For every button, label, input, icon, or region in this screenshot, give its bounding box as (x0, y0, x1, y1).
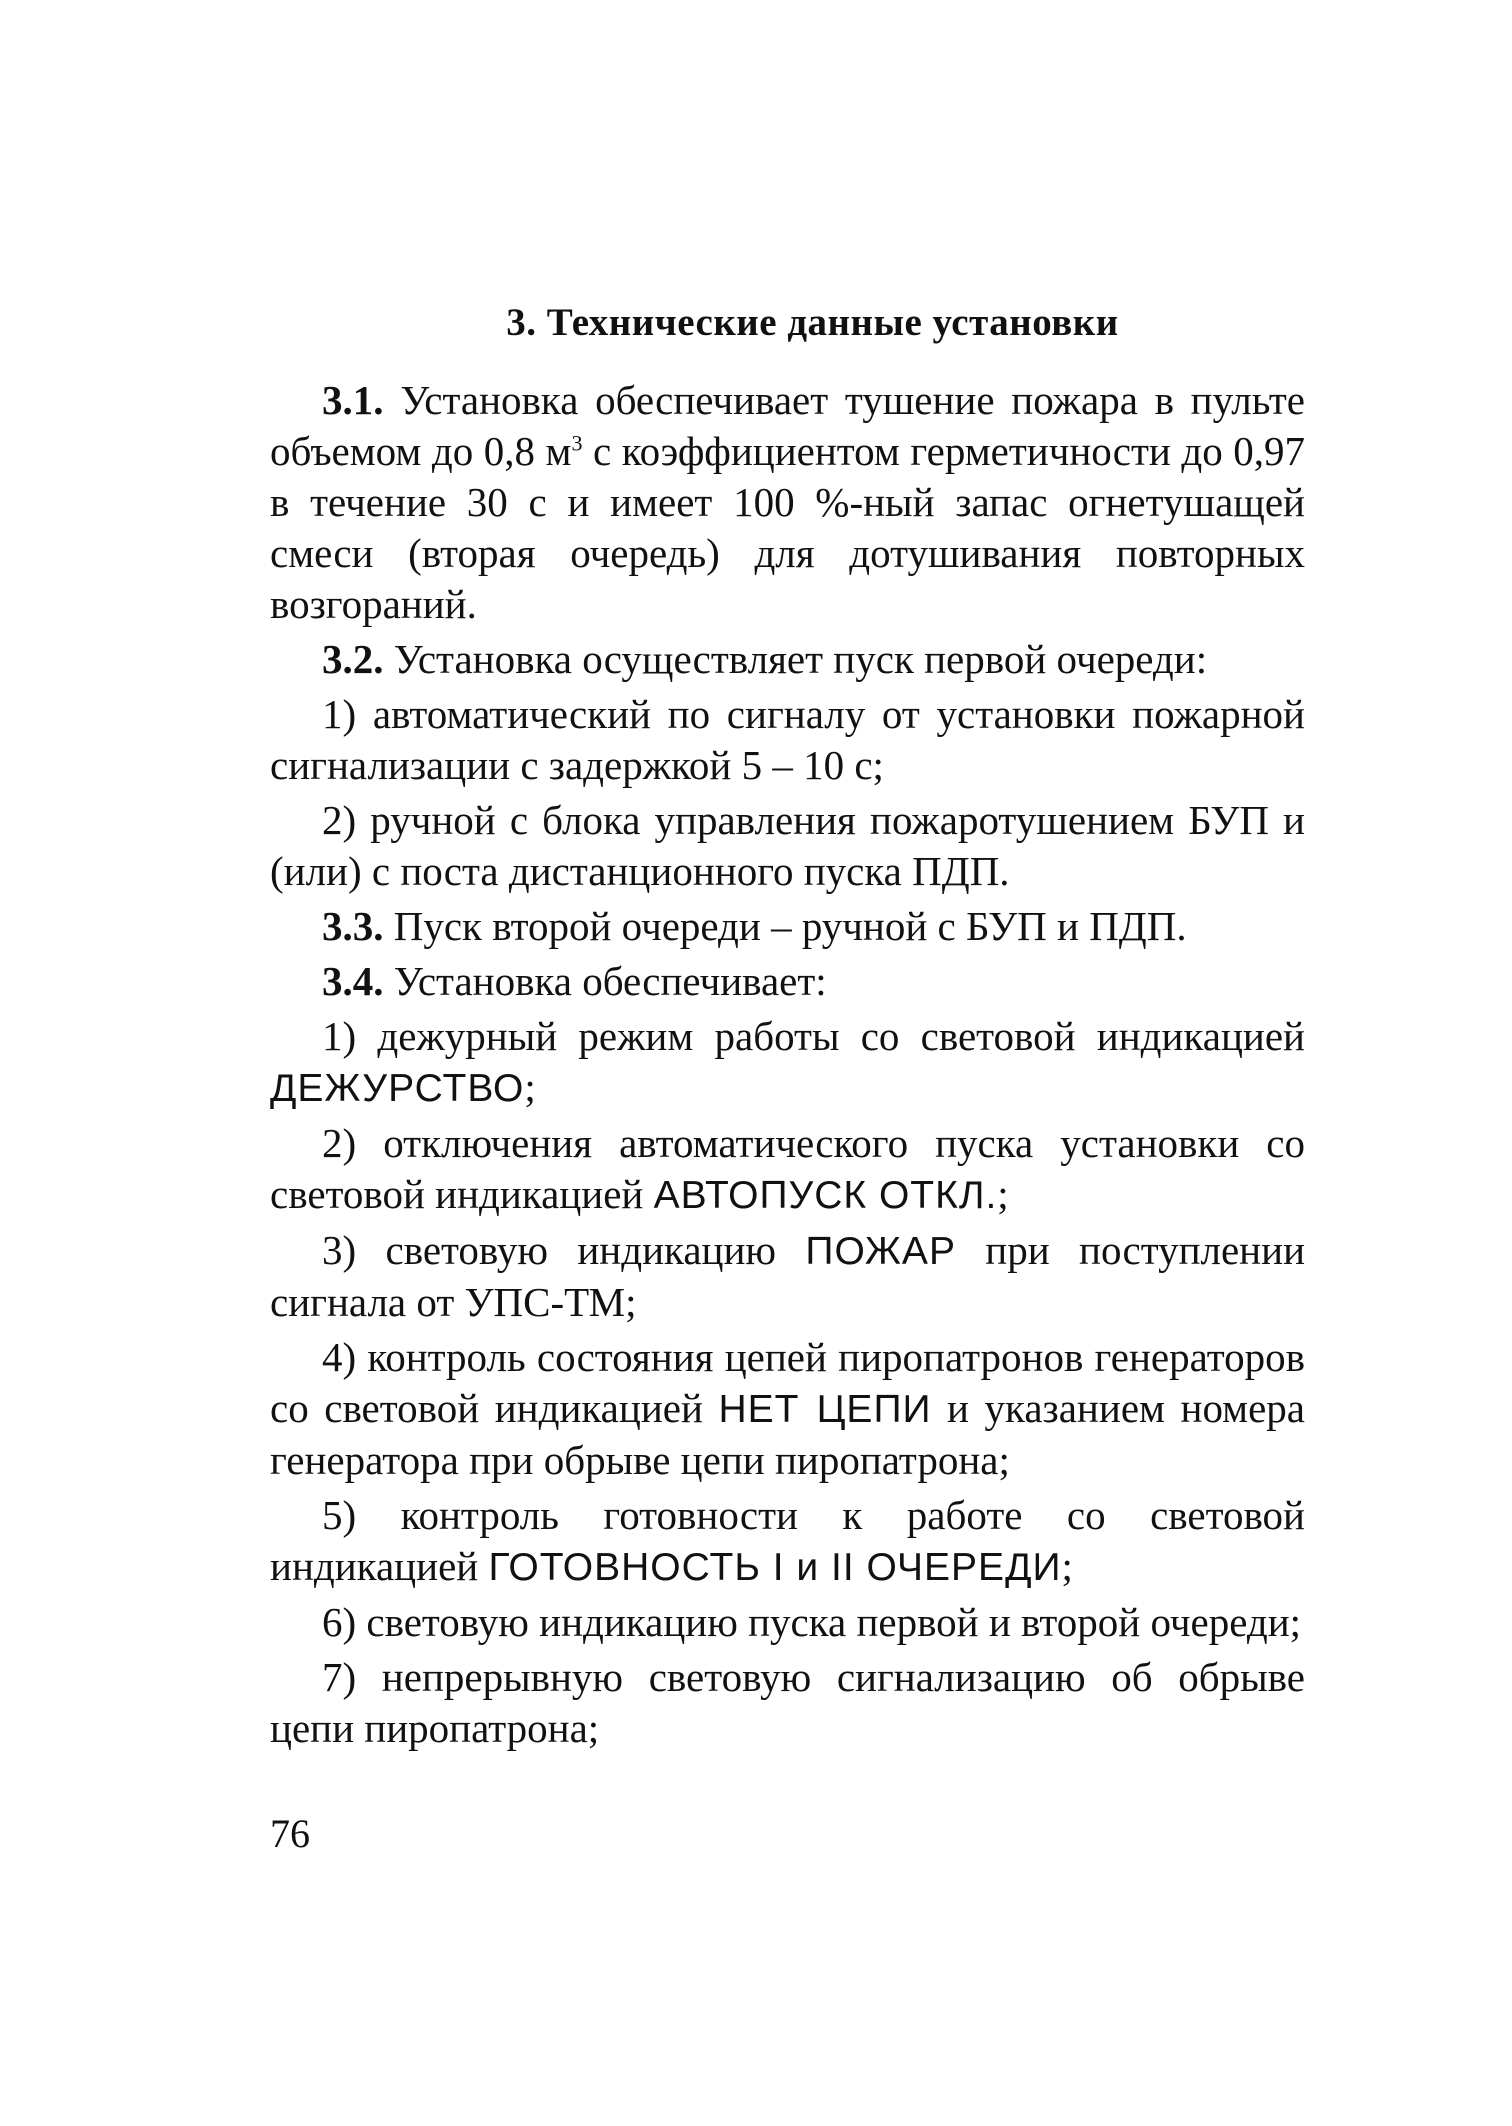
list-item-text: 5) контроль готовности к работе со световой индикацией (270, 1492, 1305, 1589)
list-item (270, 1225, 1305, 1328)
indicator-label: ДЕЖУРСТВО (270, 1067, 525, 1110)
paragraph-text: Установка обеспечивает тушение пожара в пульте объемом до 0,8 м (270, 377, 1305, 474)
list-item (270, 689, 1305, 791)
list-item (270, 1332, 1305, 1486)
indicator-label: ГОТОВНОСТЬ I и II ОЧЕРЕДИ (488, 1546, 1062, 1589)
clause-number: 3.3. (322, 903, 384, 949)
list-item-tail: при поступлении сигнала от УПС-ТМ; (270, 1227, 1306, 1325)
list-item-text: 1) автоматический по сигналу от установки пожарной сигнализации с задержкой 5 – 10 с; (270, 691, 1305, 788)
paragraph-3-2 (270, 634, 1305, 685)
document-page (270, 300, 1305, 1758)
indicator-label: ПОЖАР (805, 1230, 956, 1273)
paragraph-3-1 (270, 375, 1305, 630)
list-item-text: 7) непрерывную световую сигнализацию об обрыве цепи пиропатрона; (270, 1654, 1305, 1751)
paragraph-text: Установка осуществляет пуск первой очереди: (383, 636, 1208, 682)
paragraph-3-4 (270, 956, 1305, 1007)
list-item (270, 1118, 1305, 1221)
clause-number: 3.2. (322, 636, 384, 682)
clause-number: 3.1. (322, 377, 384, 423)
list-item-text: 1) дежурный режим работы со световой индикацией (322, 1013, 1305, 1059)
paragraph-text-tail: с коэффициентом герметичности до 0,97 в течение 30 с и имеет 100 %-ный запас огнетушащей смеси (вторая очередь) для дотушивания повторных возгораний. (270, 428, 1305, 627)
list-item (270, 795, 1305, 897)
list-item-tail: и указанием номера генератора при обрыве цепи пиропатрона; (270, 1385, 1306, 1483)
list-item-tail: ; (1061, 1543, 1073, 1589)
list-item-text: 2) ручной с блока управления пожаротушением БУП и (или) с поста дистанционного пуска ПДП. (270, 797, 1305, 894)
section-heading: 3. Технические данные установки (506, 301, 1119, 344)
list-item (270, 1011, 1305, 1114)
list-item (270, 1652, 1305, 1754)
page-number: 76 (270, 1811, 310, 1856)
paragraph-3-3 (270, 901, 1305, 952)
list-item-tail: ; (997, 1171, 1009, 1217)
list-item-text: 4) контроль состояния цепей пиропатронов генераторов со световой индикацией (270, 1334, 1305, 1431)
paragraph-text: Пуск второй очереди – ручной с БУП и ПДП. (383, 903, 1187, 949)
list-item-text: 3) световую индикацию (322, 1227, 806, 1273)
paragraph-text: Установка обеспечивает: (383, 958, 827, 1004)
list-item-text: 2) отключения автоматического пуска установки со световой индикацией (270, 1120, 1305, 1217)
list-item (270, 1597, 1305, 1648)
superscript: 3 (571, 430, 583, 456)
indicator-label: НЕТ ЦЕПИ (718, 1388, 932, 1431)
clause-number: 3.4. (322, 958, 384, 1004)
list-item-tail: ; (524, 1064, 536, 1110)
list-item-text: 6) световую индикацию пуска первой и второй очереди; (322, 1599, 1302, 1645)
list-item (270, 1490, 1305, 1593)
indicator-label: АВТОПУСК ОТКЛ. (653, 1174, 998, 1217)
